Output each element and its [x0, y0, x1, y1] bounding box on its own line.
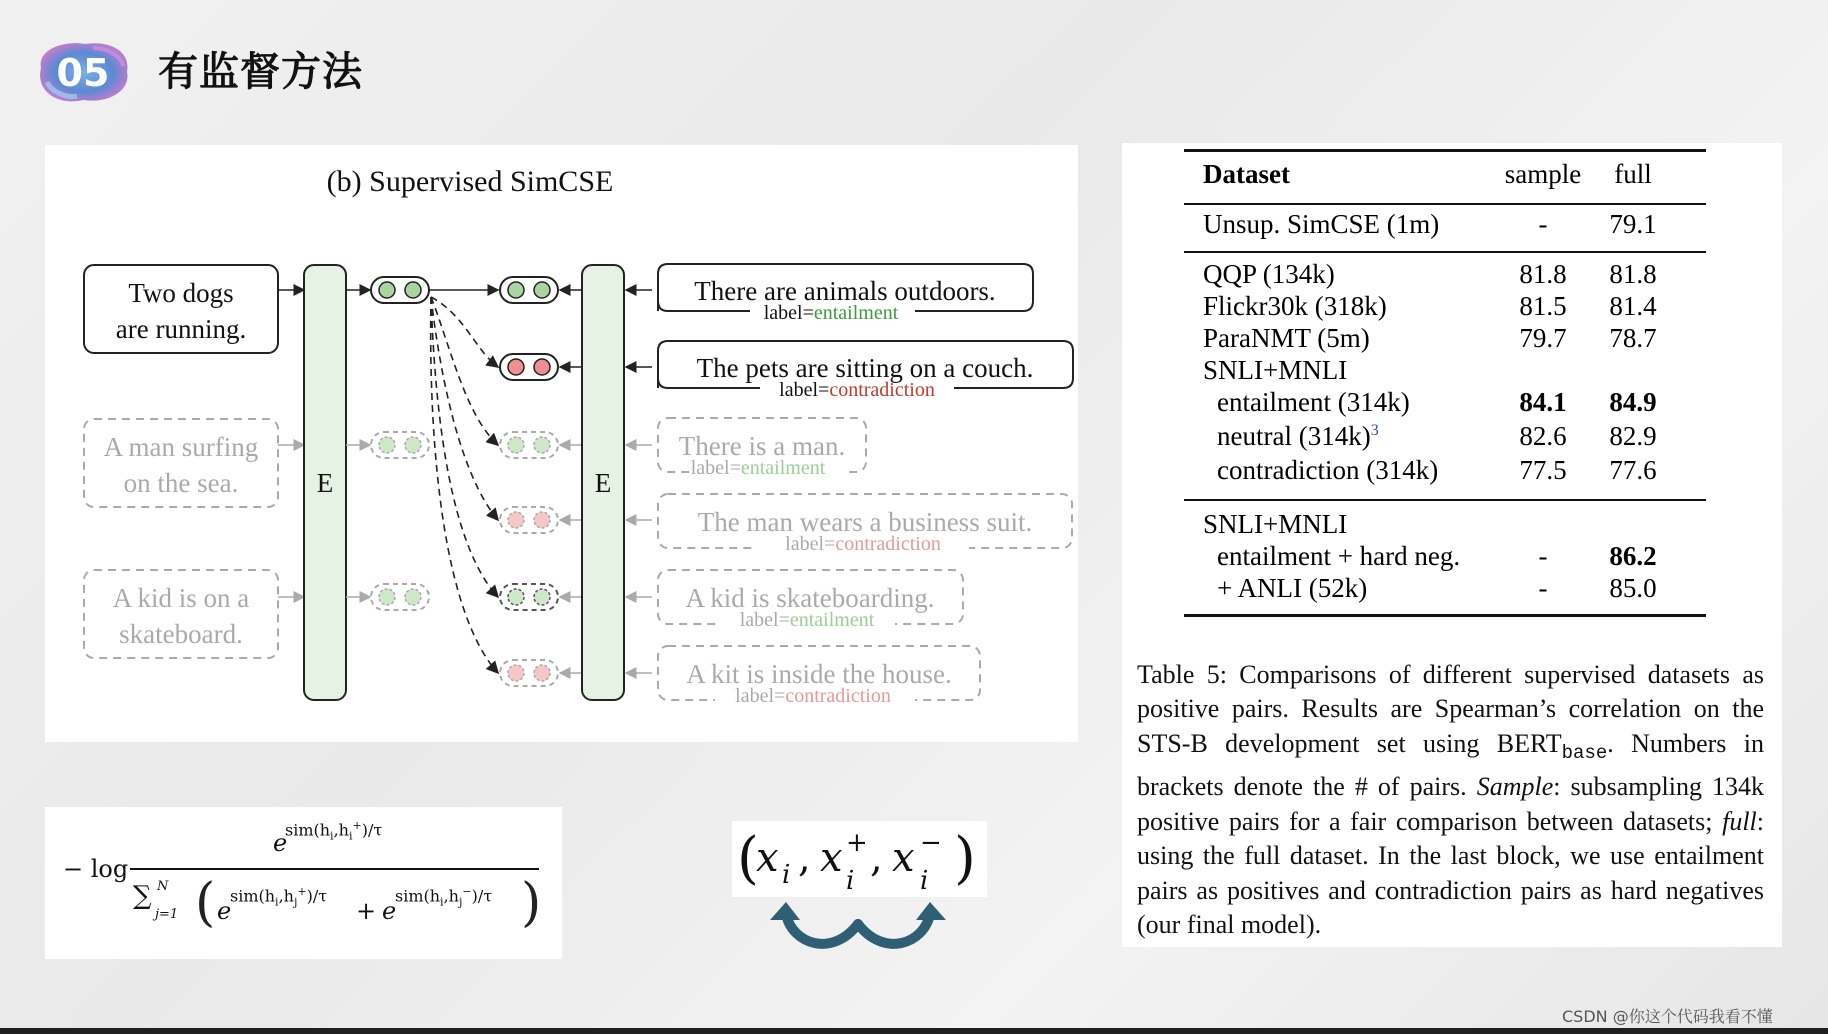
- svg-text:A kid is skateboarding.: A kid is skateboarding.: [685, 583, 935, 613]
- table-header-row: Dataset sample full: [1203, 159, 1652, 189]
- svg-text:x: x: [892, 835, 915, 881]
- svg-text:There are animals outdoors.: There are animals outdoors.: [694, 276, 996, 306]
- svg-text:label=contradiction: label=contradiction: [735, 685, 891, 707]
- table-row: QQP (134k) 81.8 81.8: [1203, 259, 1657, 289]
- table-row: contradiction (314k) 77.5 77.6: [1217, 455, 1657, 485]
- diagram-title: (b) Supervised SimCSE: [326, 165, 614, 198]
- table-row: neutral $(314k)^3$ 82.6 82.9: [1217, 421, 1657, 451]
- left-embedding-2: [371, 432, 429, 458]
- svg-text:Two dogs: Two dogs: [128, 278, 234, 308]
- table-row: entailment (314k) 84.1 84.9: [1217, 387, 1657, 417]
- right-embedding-2: [500, 354, 558, 380]
- right-encoder: [582, 265, 624, 700]
- svg-text:i: i: [846, 866, 855, 896]
- svg-text:E: E: [594, 468, 612, 498]
- svg-text:,: ,: [798, 835, 811, 881]
- svg-text:The pets are sitting on a couc: The pets are sitting on a couch.: [696, 353, 1034, 383]
- svg-text:,: ,: [870, 835, 883, 881]
- section-badge-number: 05: [56, 51, 110, 95]
- table-caption: Table 5: Comparisons of different supervised datasets as positive pairs. Results are Spearman’s correlation on the STS-B development set using $BERT_{base}$. Numbers in brackets denote the # of pairs. Sample: subsampling 134k positive pairs for a fair comparison between datasets; full: using the full dataset. In the last block, we use entailment pairs as positives and contradiction pairs as hard negatives (our final model).: [1137, 660, 1765, 940]
- svg-text:are running.: are running.: [115, 314, 247, 344]
- svg-text:−: −: [920, 828, 942, 858]
- svg-text:x: x: [820, 835, 843, 881]
- table-row: SNLI+MNLI: [1203, 355, 1348, 385]
- left-input-1: [84, 265, 278, 353]
- fraction-bar: [130, 868, 539, 870]
- right-input-4: [658, 494, 1072, 555]
- table-row: ParaNMT (5m) 79.7 78.7: [1203, 323, 1657, 353]
- svg-text:A kid is on a: A kid is on a: [112, 583, 250, 613]
- svg-text:i: i: [782, 860, 791, 890]
- table-bottom-rule: [1184, 614, 1706, 617]
- table-row: entailment + hard neg. - 86.2: [1217, 541, 1657, 571]
- right-input-2: [658, 341, 1073, 401]
- svg-text:x: x: [756, 835, 779, 881]
- section-badge: [33, 38, 133, 106]
- pairing-arrows-icon: [768, 900, 948, 962]
- svg-text:label=entailment: label=entailment: [690, 457, 826, 479]
- svg-text:label=entailment: label=entailment: [763, 302, 899, 324]
- right-embedding-6: [500, 660, 558, 686]
- svg-text:label=contradiction: label=contradiction: [785, 533, 941, 555]
- page-title: 有监督方法: [158, 49, 363, 95]
- svg-text:skateboard.: skateboard.: [119, 619, 243, 649]
- svg-text:on the sea.: on the sea.: [123, 468, 239, 498]
- bottom-bar: [0, 1028, 1828, 1034]
- right-embedding-4: [500, 507, 558, 533]
- right-input-5: [658, 570, 963, 631]
- right-input-1: [658, 264, 1033, 324]
- table-rule: [1184, 203, 1706, 205]
- svg-text:A man surfing: A man surfing: [103, 432, 259, 462]
- left-input-2: [84, 419, 278, 507]
- table-row: Unsup. SimCSE (1m) - 79.1: [1203, 209, 1657, 239]
- contrast-arrows: [431, 297, 498, 673]
- table-row: SNLI+MNLI: [1203, 509, 1348, 539]
- table-row: Flickr30k (318k) 81.5 81.4: [1203, 291, 1657, 321]
- triplet-notation: [732, 821, 987, 897]
- table-rule: [1184, 499, 1706, 501]
- table-row: + ANLI (52k) - 85.0: [1217, 573, 1657, 603]
- table-top-rule: [1184, 149, 1706, 152]
- diagram-panel: [45, 145, 1078, 742]
- right-embedding-1: [500, 277, 558, 303]
- left-input-3: [84, 570, 278, 658]
- simcse-diagram: [45, 145, 1078, 742]
- results-table-panel: [1122, 143, 1782, 947]
- left-embedding-3: [371, 584, 429, 610]
- svg-text:label=contradiction: label=contradiction: [779, 379, 935, 401]
- svg-text:A kit is inside the house.: A kit is inside the house.: [686, 659, 952, 689]
- svg-text:+: +: [846, 828, 868, 858]
- right-input-6: [658, 646, 980, 707]
- svg-text:(: (: [737, 826, 759, 891]
- svg-text:i: i: [920, 866, 929, 896]
- svg-text:label=entailment: label=entailment: [739, 609, 875, 631]
- watermark: CSDN @你这个代码我看不懂: [1562, 1007, 1773, 1026]
- right-input-3: [658, 418, 866, 479]
- table-rule: [1184, 251, 1706, 253]
- svg-text:E: E: [316, 468, 334, 498]
- right-embedding-5: [500, 584, 558, 610]
- svg-text:The man wears a business suit.: The man wears a business suit.: [697, 507, 1033, 537]
- svg-text:There is a man.: There is a man.: [678, 431, 846, 461]
- right-embedding-3: [500, 432, 558, 458]
- svg-text:): ): [954, 826, 976, 891]
- left-encoder: [304, 265, 346, 700]
- loss-formula: − log e $sim(h_i,h_i^+)/\tau$ ∑ N j=1 ( e $sim(h_i,h_j^+)/\tau$ + e $sim(h_i,h_j^-)/\tau$ ): [45, 807, 562, 959]
- left-embedding-1: [371, 277, 429, 303]
